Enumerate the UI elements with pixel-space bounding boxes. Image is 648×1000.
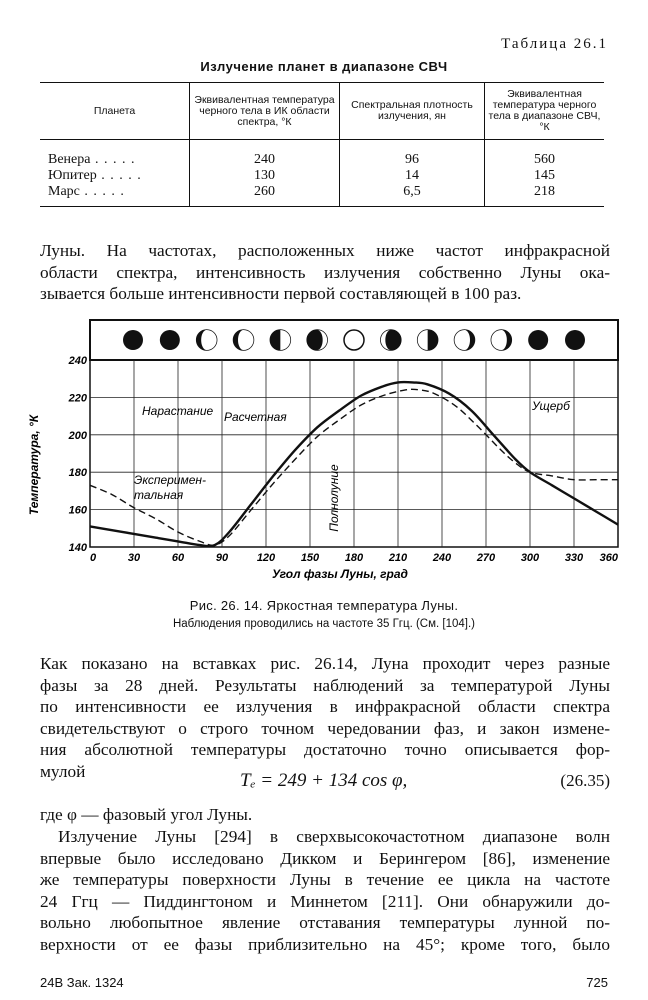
x-tick-label: 120	[256, 552, 276, 564]
x-tick-label: 90	[215, 552, 229, 564]
paragraph-3	[40, 804, 610, 826]
y-tick-label: 140	[68, 542, 87, 554]
annotation-waning: Ущерб	[532, 399, 570, 413]
y-axis-label: Температура, °К	[27, 414, 41, 516]
y-tick-label: 220	[68, 392, 87, 405]
table-row	[40, 184, 604, 207]
figure-note: Наблюдения проводились на частоте 35 Ггц. (См. [104].)	[172, 618, 475, 630]
annotation-experimental-1: Эксперимен-	[134, 473, 206, 487]
paragraph-1	[40, 240, 610, 305]
annotation-experimental-2: тальная	[134, 488, 184, 502]
planet-name: Марс . . .	[40, 184, 190, 207]
annotation-full-moon: Полнолуние	[327, 464, 341, 532]
text-line: по интенсивности ее излучения в инфракрасной области спектра	[40, 697, 610, 716]
column-header: Эквивалентная температура черного тела в диапазоне СВЧ, °К	[485, 83, 605, 140]
figure-caption: Рис. 26. 14. Яркостная температура Луны.	[189, 598, 459, 613]
text-line: где φ — фазовый угол Луны.	[40, 805, 253, 824]
text-line: мулой	[40, 761, 86, 781]
flux-cell: 96	[340, 140, 485, 169]
x-tick-label: 180	[344, 552, 364, 564]
x-tick-label: 240	[432, 552, 452, 564]
footer-print-info: 24В Зак. 1324	[40, 975, 124, 990]
equation-number: (26.35)	[560, 771, 610, 790]
text-line: ния абсолютной температуры достаточно точно описывается фор-	[40, 740, 610, 759]
table-label: Таблица 26.1	[501, 36, 608, 52]
x-tick-label: 270	[476, 552, 496, 564]
x-tick-label: 300	[520, 552, 540, 564]
text-line: свидетельствуют о строго точном чередовании фаз, и закон измене-	[40, 718, 610, 738]
text-line: Как показано на вставках рис. 26.14, Луна проходит через разные	[40, 654, 610, 673]
mw-temp-cell: 145	[485, 168, 605, 184]
planet-name: Венера . . .	[40, 140, 190, 169]
x-tick-label: 150	[300, 552, 320, 564]
moon-phase-full-icon	[344, 330, 364, 350]
text-line: впервые было исследовано Дикком и Берингером [86], изменение	[40, 848, 610, 868]
text-line: 24 Ггц — Пиддингтоном и Миннетом [211]. Они обнаружили до-	[40, 891, 610, 911]
x-tick-label: 330	[564, 552, 584, 564]
x-tick-label: 60	[171, 552, 185, 564]
ir-temp-cell: 260	[190, 184, 340, 207]
text-line: Луны. На частотах, расположенных ниже частот инфракрасной	[40, 241, 610, 260]
annotation-growing: Нарастание	[142, 404, 214, 418]
formula: Tₑ = 249 + 134 cos φ,	[240, 770, 408, 791]
text-line: области спектра, интенсивность излучения собственно Луны ока-	[40, 262, 610, 282]
text-line: вольно любопытное явление отставания температуры лунной по-	[40, 913, 610, 932]
table-row	[40, 168, 604, 184]
x-tick-label: 360	[599, 552, 618, 564]
table-header-row	[40, 83, 604, 140]
annotation-calculated: Расчетная	[224, 410, 287, 424]
moon-phase-new-icon	[528, 330, 548, 350]
y-tick-label: 180	[68, 467, 87, 480]
x-tick-label: 30	[127, 552, 141, 564]
mw-temp-cell: 218	[485, 184, 605, 207]
table-title: Излучение планет в диапазоне СВЧ	[200, 59, 448, 74]
column-header: Планета	[40, 83, 190, 140]
planet-radiation-table	[40, 82, 604, 207]
moon-phase-new-icon	[565, 330, 585, 350]
flux-cell: 6,5	[340, 184, 485, 207]
paragraph-2	[40, 653, 610, 782]
x-tick-label: 210	[388, 552, 408, 564]
text-line: же температуры поверхности Луны в течение ее цикла на частоте	[40, 870, 610, 889]
mw-temp-cell: 560	[485, 140, 605, 169]
y-tick-label: 160	[68, 504, 87, 517]
text-line: фазы за 28 дней. Результаты наблюдений за температурой Луны	[40, 675, 610, 695]
moon-phase-new-icon	[123, 330, 143, 350]
flux-cell: 14	[340, 168, 485, 184]
text-line: зывается больше интенсивности первой составляющей в 100 раз.	[40, 284, 522, 303]
paragraph-4	[40, 826, 610, 955]
moon-phase-new-icon	[160, 330, 180, 350]
x-axis-label: Угол фазы Луны, град	[272, 567, 408, 581]
y-tick-label: 200	[68, 429, 87, 442]
text-line: верхности от ее фазы приблизительно на 45°; кроме того, было	[40, 934, 610, 954]
text-line: Излучение Луны [294] в сверхвысокочастотном диапазоне волн	[58, 827, 610, 846]
y-tick-label: 240	[68, 355, 87, 367]
column-header: Эквивалентная температура черного тела в ИК области спектра, °К	[190, 83, 340, 140]
lunar-temperature-chart	[0, 310, 648, 595]
page-number: 725	[586, 975, 608, 990]
ir-temp-cell: 240	[190, 140, 340, 169]
table-row	[40, 140, 604, 169]
column-header: Спектральная плотность излучения, ян	[340, 83, 485, 140]
ir-temp-cell: 130	[190, 168, 340, 184]
planet-name: Юпитер . . .	[40, 168, 190, 184]
x-tick-label: 0	[90, 552, 97, 564]
